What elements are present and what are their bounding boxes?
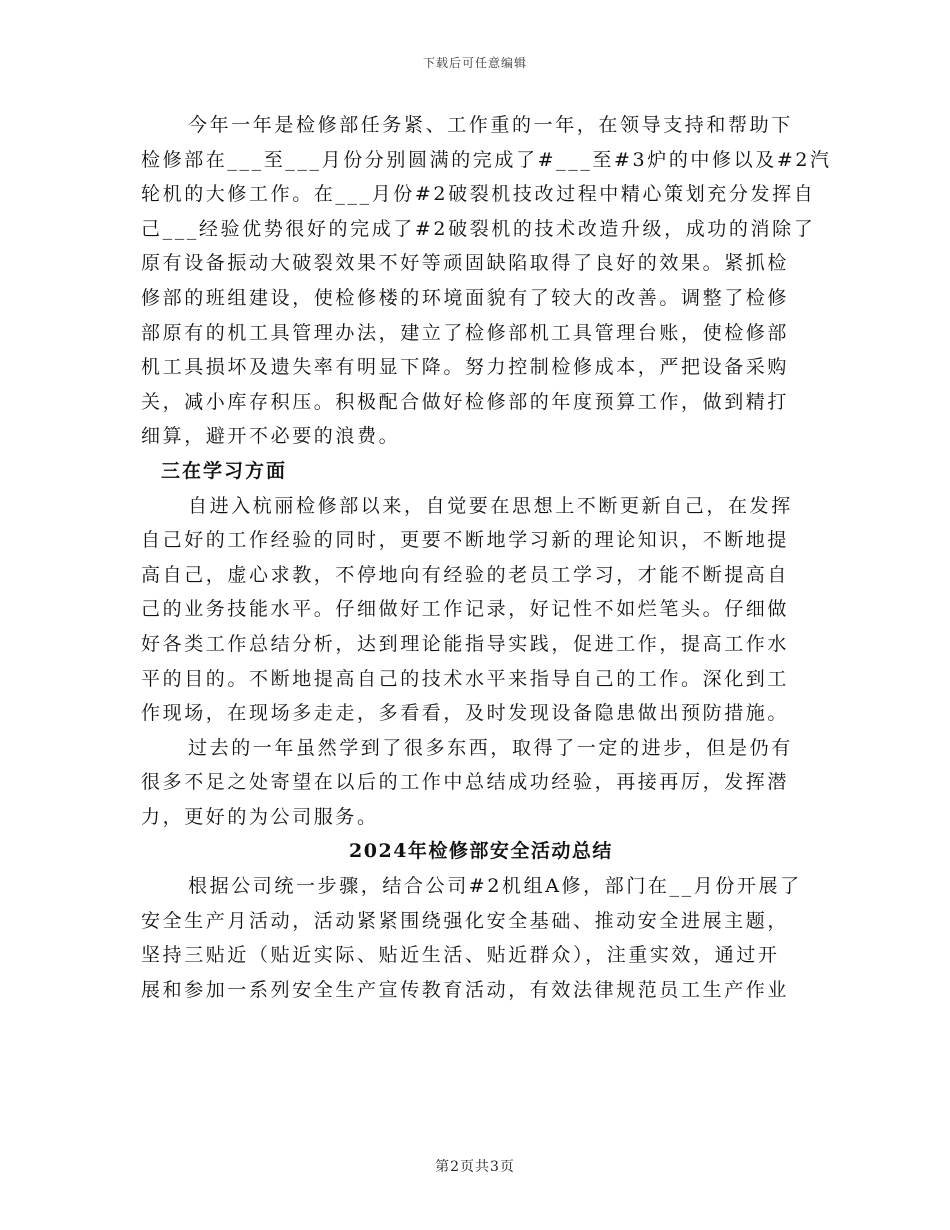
text-line: 自己好的工作经验的同时，更要不断地学习新的理论知识，不断地提 — [141, 529, 790, 552]
document-body — [141, 108, 832, 1007]
text-line: 力，更好的为公司服务。 — [141, 805, 379, 828]
paragraph-conclusion — [141, 731, 801, 835]
text-line: 轮机的大修工作。在___月份#2破裂机技改过程中精心策划充分发挥自 — [141, 183, 816, 206]
document-title: 2024年检修部安全活动总结 — [349, 840, 613, 863]
text-line: 平的目的。不断地提高自己的技术水平来指导自己的工作。深化到工 — [141, 667, 790, 690]
paragraph-work-summary — [141, 108, 832, 454]
paragraph-study — [141, 489, 801, 731]
section-heading-study: 三在学习方面 — [161, 459, 288, 482]
page-header: 下载后可任意编辑 — [422, 56, 527, 70]
text-line: 机工具损坏及遗失率有明显下降。努力控制检修成本，严把设备采购 — [141, 356, 790, 379]
text-line: 很多不足之处寄望在以后的工作中总结成功经验，再接再厉，发挥潜 — [141, 771, 790, 794]
text-line: 坚持三贴近（贴近实际、贴近生活、贴近群众），注重实效，通过开 — [141, 944, 780, 967]
text-line: 己的业务技能水平。仔细做好工作记录，好记性不如烂笔头。仔细做 — [141, 598, 790, 621]
text-line: 好各类工作总结分析，达到理论能指导实践，促进工作，提高工作水 — [141, 632, 790, 655]
text-line: 安全生产月活动，活动紧紧围绕强化安全基础、推动安全进展主题， — [141, 909, 790, 932]
text-line: 己___经验优势很好的完成了#2破裂机的技术改造升级，成功的消除了 — [141, 217, 816, 240]
text-line: 部原有的机工具管理办法，建立了检修部机工具管理台账，使检修部 — [141, 321, 790, 344]
text-line: 高自己，虚心求教，不停地向有经验的老员工学习，才能不断提高自 — [141, 563, 790, 586]
text-line: 自进入杭丽检修部以来，自觉要在思想上不断更新自己，在发挥 — [188, 494, 793, 517]
paragraph-safety-activity — [141, 869, 801, 1007]
text-line: 关，减小库存积压。积极配合做好检修部的年度预算工作，做到精打 — [141, 390, 790, 413]
text-line: 今年一年是检修部任务紧、工作重的一年，在领导支持和帮助下 — [188, 114, 793, 136]
text-line: 作现场，在现场多走走，多看看，及时发现设备隐患做出预防措施。 — [141, 702, 790, 725]
text-line: 原有设备振动大破裂效果不好等顽固缺陷取得了良好的效果。紧抓检 — [141, 252, 790, 275]
text-line: 细算，避开不必要的浪费。 — [141, 425, 401, 448]
text-line: 根据公司统一步骤，结合公司#2机组A修，部门在__月份开展了 — [188, 875, 802, 898]
text-line: 修部的班组建设，使检修楼的环境面貌有了较大的改善。调整了检修 — [141, 286, 790, 309]
text-line: 过去的一年虽然学到了很多东西，取得了一定的进步，但是仍有 — [188, 736, 793, 759]
text-line: 展和参加一系列安全生产宣传教育活动，有效法律规范员工生产作业 — [141, 978, 790, 1001]
text-line: 检修部在___至___月份分别圆满的完成了#___至#3炉的中修以及#2汽 — [141, 148, 832, 171]
page-number-footer: 第2页共3页 — [435, 1159, 515, 1175]
